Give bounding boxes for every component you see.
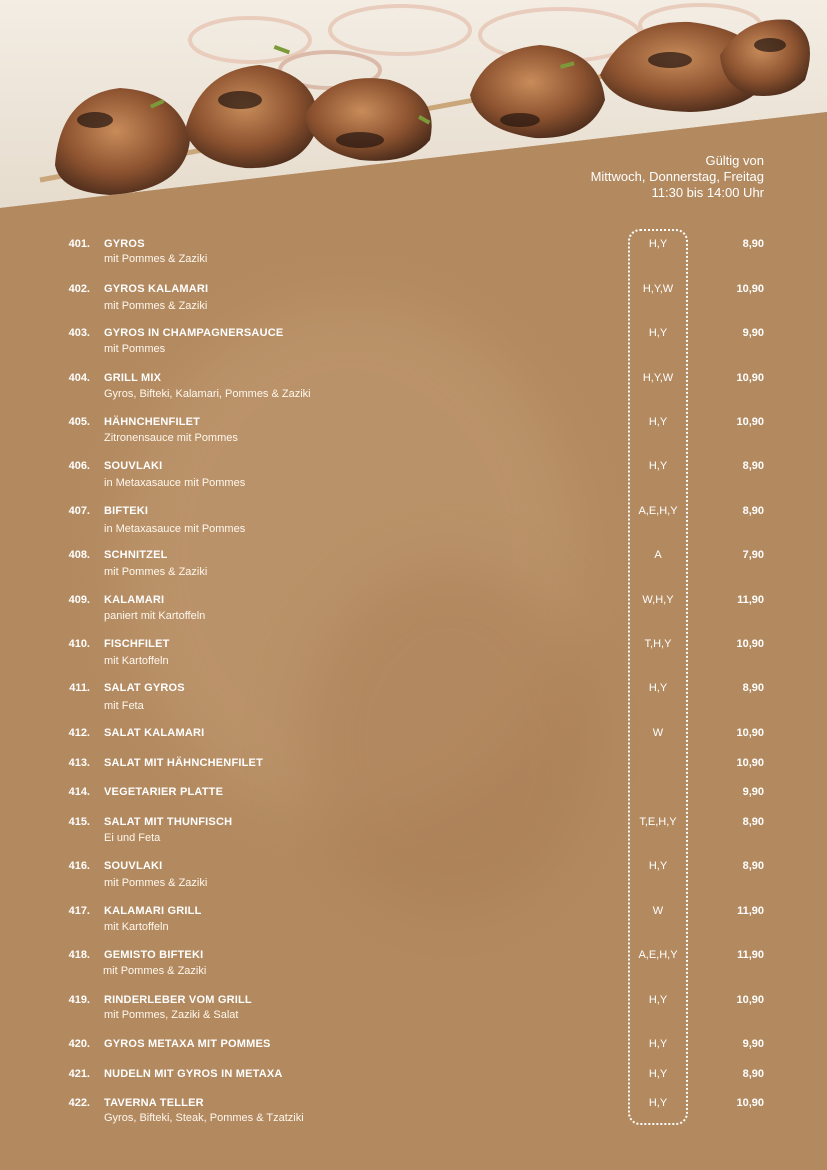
item-price: 8,90 [742,1068,764,1080]
item-name: GEMISTO BIFTEKI [104,949,204,961]
menu-item [0,638,827,678]
item-allergens: H,Y [648,682,668,694]
item-price: 10,90 [736,416,764,428]
item-number: 414. [68,786,90,798]
item-price: 10,90 [736,727,764,739]
item-number: 415. [68,816,90,828]
item-price: 8,90 [742,816,764,828]
item-allergens: A,E,H,Y [638,505,678,517]
item-number: 405. [68,416,90,428]
item-price: 9,90 [742,786,764,798]
item-price: 8,90 [742,460,764,472]
menu-item [0,283,827,323]
item-number: 406. [68,460,90,472]
item-name: GYROS IN CHAMPAGNERSAUCE [104,327,284,339]
item-description: mit Kartoffeln [104,921,169,933]
item-price: 9,90 [742,1038,764,1050]
item-description: paniert mit Kartoffeln [104,610,206,622]
item-number: 421. [68,1068,90,1080]
item-description: mit Pommes, Zaziki & Salat [104,1009,239,1021]
item-description: in Metaxasauce mit Pommes [104,523,246,535]
item-number: 409. [68,594,90,606]
item-price: 10,90 [736,638,764,650]
item-number: 422. [68,1097,90,1109]
item-allergens: W [652,727,664,739]
item-price: 10,90 [736,1097,764,1109]
item-allergens: H,Y [648,327,668,339]
item-price: 8,90 [742,682,764,694]
item-price: 11,90 [737,949,764,961]
item-allergens: H,Y [648,416,668,428]
menu-item [0,949,827,989]
menu-item [0,682,827,722]
item-description: Ei und Feta [104,832,161,844]
item-number: 416. [68,860,90,872]
validity-days: Mittwoch, Donnerstag, Freitag [590,169,764,184]
item-name: HÄHNCHENFILET [104,416,201,428]
item-price: 8,90 [742,505,764,517]
item-description: Zitronensauce mit Pommes [104,432,238,444]
item-allergens: H,Y [648,860,668,872]
menu-item [0,1097,827,1137]
item-allergens: H,Y [648,1038,668,1050]
item-description: Gyros, Bifteki, Kalamari, Pommes & Zaziki [104,388,311,400]
item-allergens: T,H,Y [644,638,672,650]
item-price: 8,90 [742,860,764,872]
item-description: mit Pommes & Zaziki [103,965,207,977]
menu-item [0,416,827,456]
menu-item [0,905,827,945]
menu-item [0,460,827,500]
item-name: FISCHFILET [104,638,170,650]
item-allergens: H,Y [648,994,668,1006]
item-name: BIFTEKI [104,505,149,517]
item-name: TAVERNA TELLER [104,1097,204,1109]
item-description: mit Pommes & Zaziki [104,300,208,312]
item-allergens: H,Y [648,238,668,250]
menu-item [0,549,827,589]
item-number: 407. [68,505,90,517]
menu-item [0,994,827,1034]
item-name: SALAT MIT THUNFISCH [104,816,233,828]
item-number: 412. [68,727,90,739]
item-allergens: A,E,H,Y [638,949,678,961]
item-name: KALAMARI [104,594,165,606]
item-description: in Metaxasauce mit Pommes [104,477,246,489]
item-name: SOUVLAKI [104,460,163,472]
item-number: 408. [68,549,90,561]
item-name: NUDELN MIT GYROS IN METAXA [104,1068,283,1080]
validity-line-1: Gültig von [705,153,764,168]
item-number: 419. [68,994,90,1006]
item-price: 10,90 [736,283,764,295]
item-description: Gyros, Bifteki, Steak, Pommes & Tzatziki [104,1112,304,1124]
menu-item [0,372,827,412]
item-name: GYROS METAXA MIT POMMES [104,1038,271,1050]
menu-item [0,505,827,545]
item-description: mit Pommes & Zaziki [104,566,208,578]
menu-item [0,238,827,278]
item-name: RINDERLEBER VOM GRILL [104,994,252,1006]
item-price: 9,90 [742,327,764,339]
item-number: 403. [68,327,90,339]
item-allergens: H,Y,W [642,283,674,295]
item-allergens: W [652,905,664,917]
item-price: 11,90 [737,905,764,917]
item-description: mit Pommes [104,343,166,355]
menu-item [0,860,827,900]
item-allergens: W,H,Y [642,594,674,606]
item-name: VEGETARIER PLATTE [104,786,224,798]
item-price: 10,90 [736,757,764,769]
item-allergens: T,E,H,Y [639,816,677,828]
item-name: SALAT MIT HÄHNCHENFILET [104,757,263,769]
item-name: GYROS KALAMARI [104,283,209,295]
item-name: KALAMARI GRILL [104,905,202,917]
item-allergens: H,Y [648,1068,668,1080]
item-price: 7,90 [742,549,764,561]
item-description: mit Feta [104,700,144,712]
menu-item [0,594,827,634]
item-name: GYROS [104,238,145,250]
item-name: SALAT GYROS [104,682,185,694]
item-name: SOUVLAKI [104,860,163,872]
item-number: 410. [68,638,90,650]
item-number: 404. [68,372,90,384]
item-price: 10,90 [736,994,764,1006]
item-number: 401. [68,238,90,250]
item-number: 402. [68,283,90,295]
item-number: 417. [68,905,90,917]
item-allergens: H,Y [648,1097,668,1109]
item-number: 420. [68,1038,90,1050]
item-description: mit Pommes & Zaziki [104,877,208,889]
item-price: 8,90 [742,238,764,250]
item-allergens: H,Y,W [642,372,674,384]
item-allergens: A [654,549,662,561]
menu-item [0,816,827,856]
item-name: GRILL MIX [104,372,162,384]
item-number: 411. [69,682,90,694]
item-number: 413. [68,757,90,769]
item-description: mit Kartoffeln [104,655,169,667]
item-allergens: H,Y [648,460,668,472]
item-number: 418. [68,949,90,961]
item-description: mit Pommes & Zaziki [104,253,208,265]
item-price: 10,90 [736,372,764,384]
item-price: 11,90 [737,594,764,606]
menu-item [0,327,827,367]
validity-time: 11:30 bis 14:00 Uhr [651,185,764,200]
item-name: SCHNITZEL [104,549,168,561]
item-name: SALAT KALAMARI [104,727,205,739]
